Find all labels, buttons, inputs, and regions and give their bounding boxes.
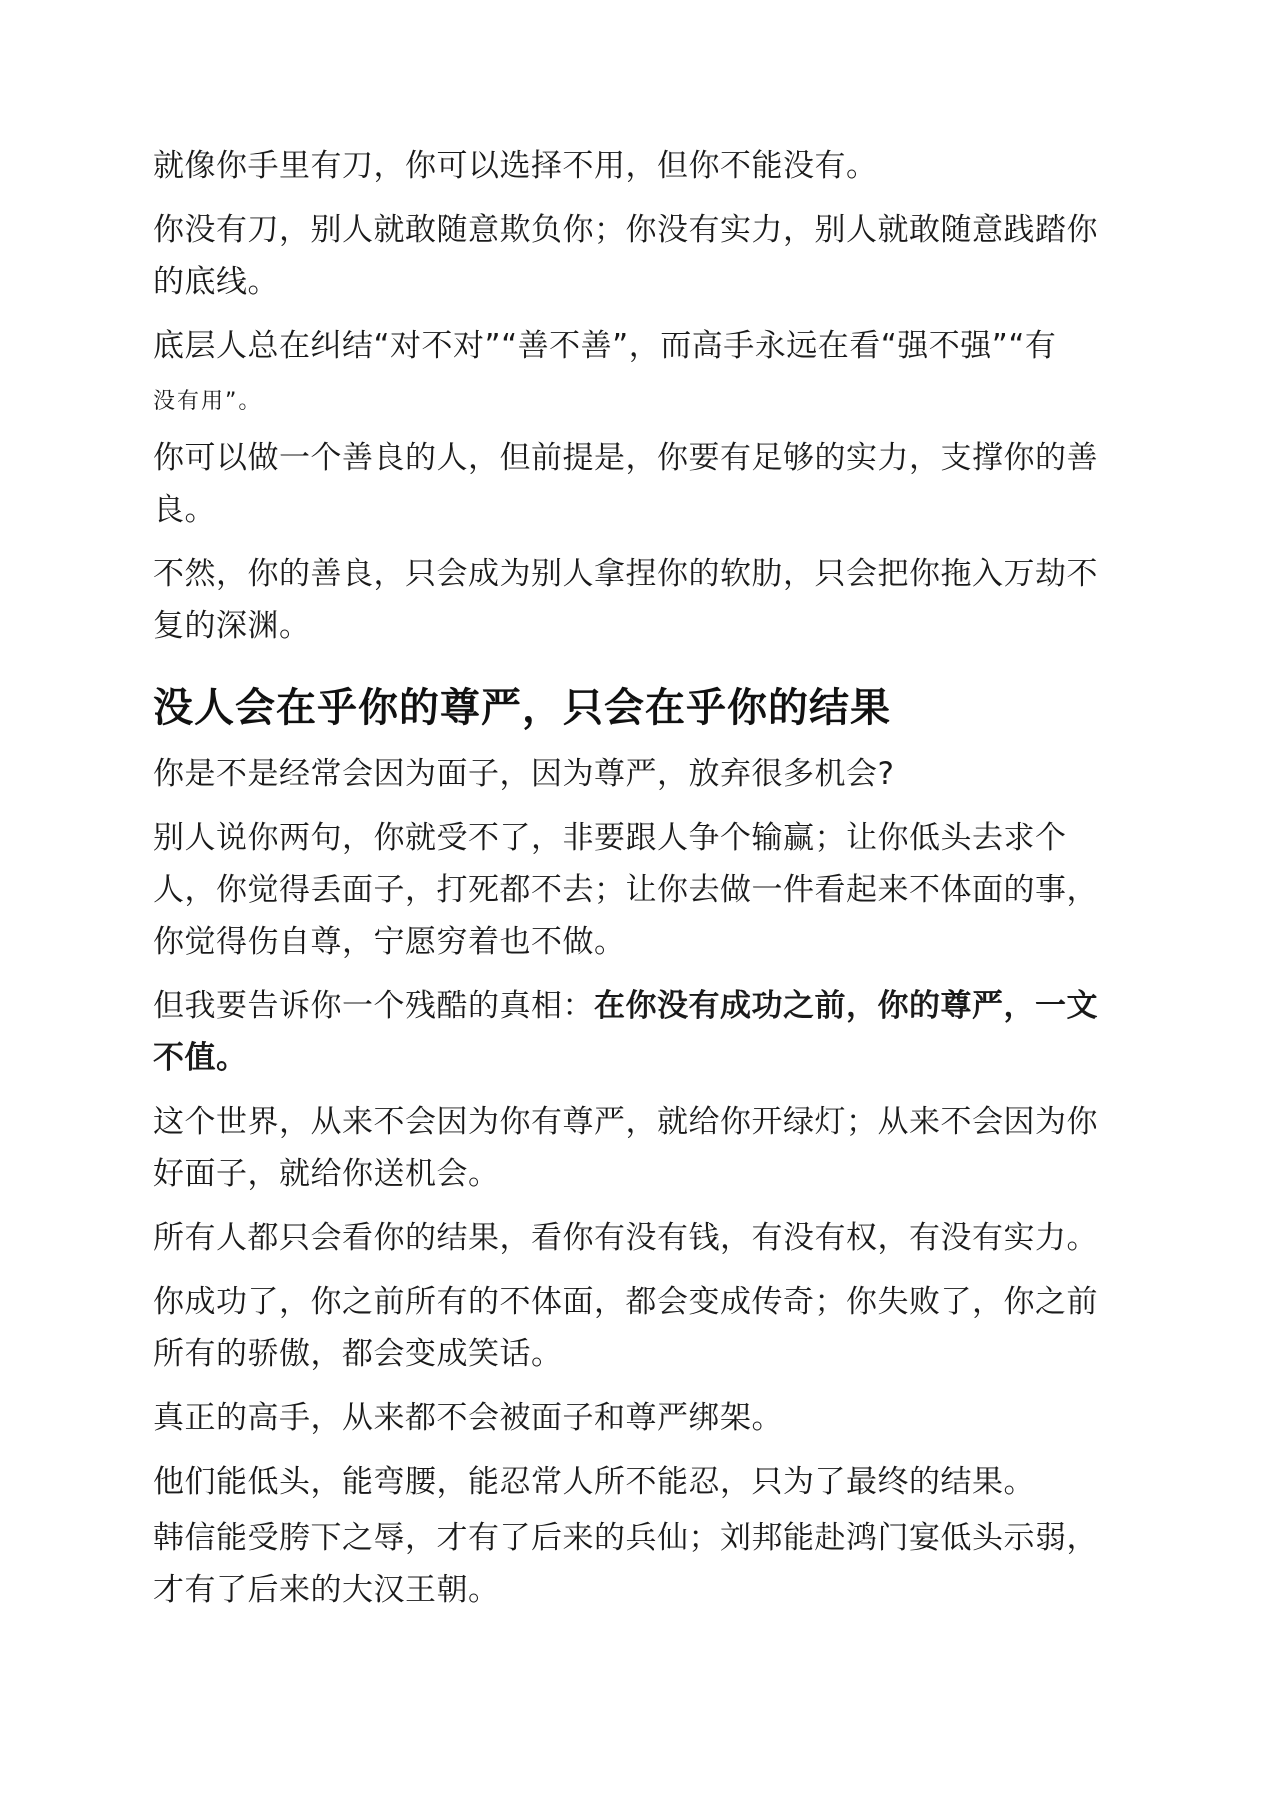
paragraph-kindness: 你可以做一个善良的人，但前提是，你要有足够的实力，支撑你的善良。 [153, 440, 1098, 528]
document-page [153, 140, 1113, 1628]
paragraph-right-or-strong-main: 底层人总在纠结“对不对”“善不善”，而高手永远在看“强不强”“有 [153, 328, 1057, 364]
paragraph-pride-examples: 别人说你两句，你就受不了，非要跟人争个输赢；让你低头去求个人，你觉得丢面子，打死都不去；让你去做一件看起来不体面的事，你觉得伤自尊，宁愿穷着也不做。 [153, 820, 1098, 960]
paragraph-true-masters: 真正的高手，从来都不会被面子和尊严绑架。 [153, 1400, 783, 1436]
section-heading: 没人会在乎你的尊严，只会在乎你的结果 [153, 685, 891, 731]
cruel-truth-emphasis: 在你没有成功之前，你的尊严，一文不值。 [153, 988, 1098, 1076]
paragraph-otherwise: 不然，你的善良，只会成为别人拿捏你的软肋，只会把你拖入万劫不复的深渊。 [153, 556, 1098, 644]
paragraph-right-or-strong-tail: 没有用”。 [153, 389, 263, 414]
paragraph-historical-examples: 韩信能受胯下之辱，才有了后来的兵仙；刘邦能赴鸿门宴低头示弱，才有了后来的大汉王朝。 [153, 1520, 1098, 1608]
paragraph-bow-down: 他们能低头，能弯腰，能忍常人所不能忍，只为了最终的结果。 [153, 1464, 1035, 1500]
cruel-truth-prefix: 但我要告诉你一个残酷的真相： [153, 988, 594, 1024]
paragraph-cruel-truth [153, 980, 1113, 1084]
paragraph-no-knife: 你没有刀，别人就敢随意欺负你；你没有实力，别人就敢随意践踏你的底线。 [153, 212, 1098, 300]
paragraph-success-failure: 你成功了，你之前所有的不体面，都会变成传奇；你失败了，你之前所有的骄傲，都会变成笑话。 [153, 1284, 1098, 1372]
paragraph-results: 所有人都只会看你的结果，看你有没有钱，有没有权，有没有实力。 [153, 1220, 1098, 1256]
paragraph-knife: 就像你手里有刀，你可以选择不用，但你不能没有。 [153, 148, 878, 184]
paragraph-right-or-strong [153, 320, 1113, 428]
paragraph-face-question: 你是不是经常会因为面子，因为尊严，放弃很多机会? [153, 756, 895, 792]
paragraph-world-green-light: 这个世界，从来不会因为你有尊严，就给你开绿灯；从来不会因为你好面子，就给你送机会。 [153, 1104, 1098, 1192]
